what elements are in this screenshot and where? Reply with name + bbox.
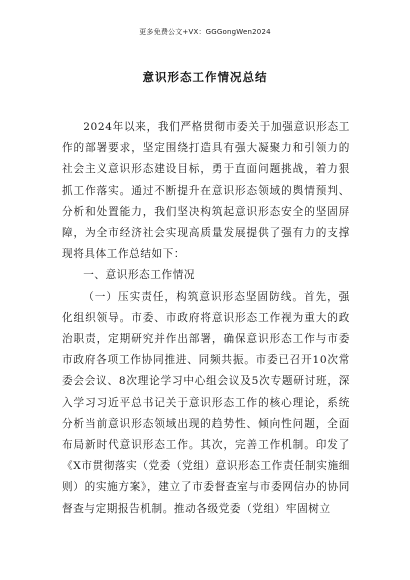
document-title: 意识形态工作情况总结 [142,70,268,84]
section-paragraph: （一）压实责任，构筑意识形态坚固防线。首先，强化组织领导。市委、市政府将意识形态工作视为重大的政治职责，定期研究并作出部署，确保意识形态工作与市委市政府各项工作协同推进、同频共振。市委已召开10次常委会会议、8次理论学习中心组会议及5次专题研讨班，深入学习习近平总书记关于意识形态工作的核心理论，系统分析当前意识形态领域出现的趋势性、倾向性问题，全面布局新时代意识形态工作。其次，完善工作机制。印发了《X市贯彻落实（党委（党组）意识形态工作责任制实施细则）的实施方案》，建立了市委督查室与市委网信办的协同督查与定期报告机制。推动各级党委（党组）牢固树立 [62,290,350,515]
section-heading: 一、意识形态工作情况 [83,269,196,282]
document-body [62,117,350,520]
intro-paragraph: 2024年以来，我们严格贯彻市委关于加强意识形态工作的部署要求，坚定围绕打造具有强大凝聚力和引领力的社会主义意识形态建设目标，勇于直面问题挑战，着力狠抓工作落实。通过不断提升在意识形态领域的舆情预判、分析和处置能力，我们坚决构筑起意识形态安全的坚固屏障，为全市经济社会实现高质量发展提供了强有力的支撑现将具体工作总结如下： [62,121,350,261]
header-note: 更多免费公文+VX：GGGongWen2024 [139,28,271,36]
